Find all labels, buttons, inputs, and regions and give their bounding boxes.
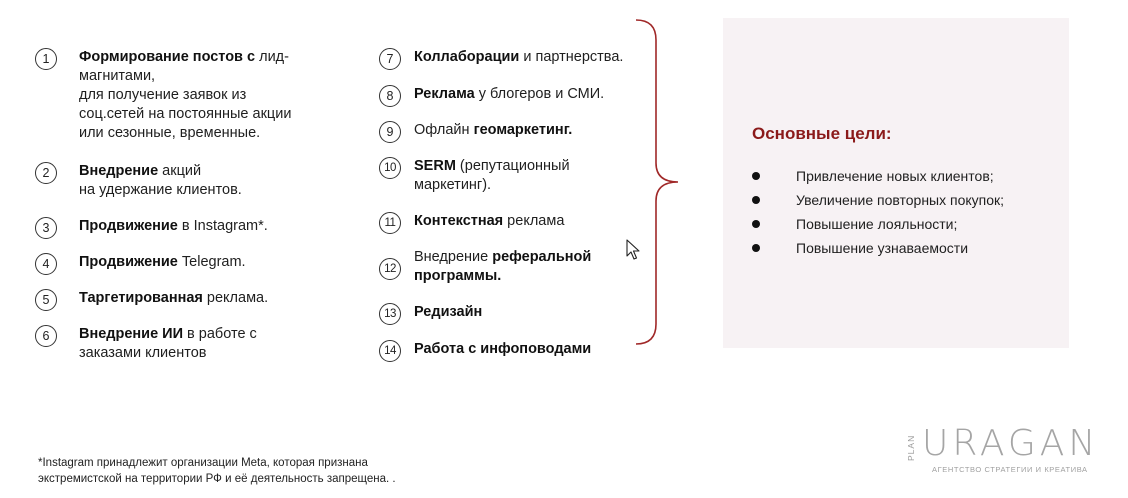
number-badge: 14 <box>379 340 401 362</box>
number-badge: 1 <box>35 48 57 70</box>
goal-item: Повышение лояльности; <box>752 212 1004 236</box>
goals-title: Основные цели: <box>752 124 892 143</box>
goals-panel <box>723 18 1069 348</box>
item-text-line: или сезонные, временные. <box>79 125 261 141</box>
item-text: акций <box>158 163 202 179</box>
item-text-line: маркетинг). <box>414 177 492 193</box>
goal-item: Увеличение повторных покупок; <box>752 188 1004 212</box>
item-bold-text: Контекстная <box>414 213 504 229</box>
list-item <box>35 162 242 200</box>
item-text-line: на удержание клиентов. <box>79 182 242 198</box>
item-bold-text: Редизайн <box>414 304 483 320</box>
bullet-icon <box>752 220 760 228</box>
item-text: реклама. <box>202 290 269 306</box>
item-text-line: соц.сетей на постоянные акции <box>79 106 292 122</box>
item-bold-text: Работа с инфоповодами <box>414 341 592 357</box>
item-bold-text: Реклама <box>414 86 475 102</box>
item-bold-text: реферальной <box>492 249 592 265</box>
item-bold-text: Продвижение <box>79 218 178 234</box>
item-bold-text: Внедрение ИИ <box>79 326 184 342</box>
logo-subtitle: АГЕНТСТВО СТРАТЕГИИ И КРЕАТИВА <box>932 465 1088 474</box>
goals-list <box>752 164 1004 260</box>
item-bold-text: Коллаборации <box>414 49 520 65</box>
item-text-line: программы. <box>414 268 502 284</box>
item-bold-text: SERM <box>414 158 456 174</box>
list-item <box>379 85 604 107</box>
item-bold-text: геомаркетинг. <box>473 122 573 138</box>
list-item <box>379 121 572 143</box>
list-item <box>379 157 570 195</box>
item-text: у блогеров и СМИ. <box>474 86 605 102</box>
number-badge: 2 <box>35 162 57 184</box>
goal-item: Привлечение новых клиентов; <box>752 164 1004 188</box>
item-text: Внедрение <box>414 249 493 265</box>
item-text-line: для получение заявок из <box>79 87 247 103</box>
company-logo <box>906 425 1106 480</box>
item-text: в работе с <box>183 326 257 342</box>
footnote <box>38 455 458 487</box>
mouse-cursor-icon <box>626 239 640 261</box>
list-item <box>35 48 291 143</box>
list-item <box>35 253 246 275</box>
item-text: Офлайн <box>414 122 474 138</box>
number-badge: 7 <box>379 48 401 70</box>
number-badge: 3 <box>35 217 57 239</box>
item-bold-text: Продвижение <box>79 254 178 270</box>
item-text: лид- <box>255 49 289 65</box>
logo-plan-text: PLAN <box>906 434 916 461</box>
list-item <box>379 303 482 325</box>
number-badge: 6 <box>35 325 57 347</box>
logo-wordmark: URAGAN <box>922 423 1100 464</box>
list-item <box>379 48 623 70</box>
footnote-line: *Instagram принадлежит организации Meta, которая признана <box>38 457 368 469</box>
number-badge: 11 <box>379 212 401 234</box>
number-badge: 12 <box>379 258 401 280</box>
bullet-icon <box>752 196 760 204</box>
list-item <box>35 289 268 311</box>
bullet-icon <box>752 244 760 252</box>
number-badge: 4 <box>35 253 57 275</box>
curly-brace <box>628 18 680 348</box>
list-item <box>35 217 268 239</box>
item-bold-text: Таргетированная <box>79 290 203 306</box>
list-item <box>379 248 591 286</box>
item-text-line: магнитами, <box>79 68 156 84</box>
number-badge: 5 <box>35 289 57 311</box>
goal-item: Повышение узнаваемости <box>752 236 1004 260</box>
item-bold-text: Формирование постов с <box>79 49 256 65</box>
item-text-line: заказами клиентов <box>79 345 207 361</box>
number-badge: 8 <box>379 85 401 107</box>
bullet-icon <box>752 172 760 180</box>
item-text: реклама <box>503 213 565 229</box>
number-badge: 10 <box>379 157 401 179</box>
item-text: в Instagram*. <box>177 218 268 234</box>
item-text: (репутационный <box>455 158 570 174</box>
list-item <box>379 212 564 234</box>
item-text: Telegram. <box>177 254 246 270</box>
number-badge: 13 <box>379 303 401 325</box>
list-item <box>35 325 257 363</box>
number-badge: 9 <box>379 121 401 143</box>
item-text: и партнерства. <box>519 49 624 65</box>
item-bold-text: Внедрение <box>79 163 159 179</box>
list-item <box>379 340 591 362</box>
footnote-line: экстремистской на территории РФ и её деятельность запрещена. . <box>38 473 396 485</box>
